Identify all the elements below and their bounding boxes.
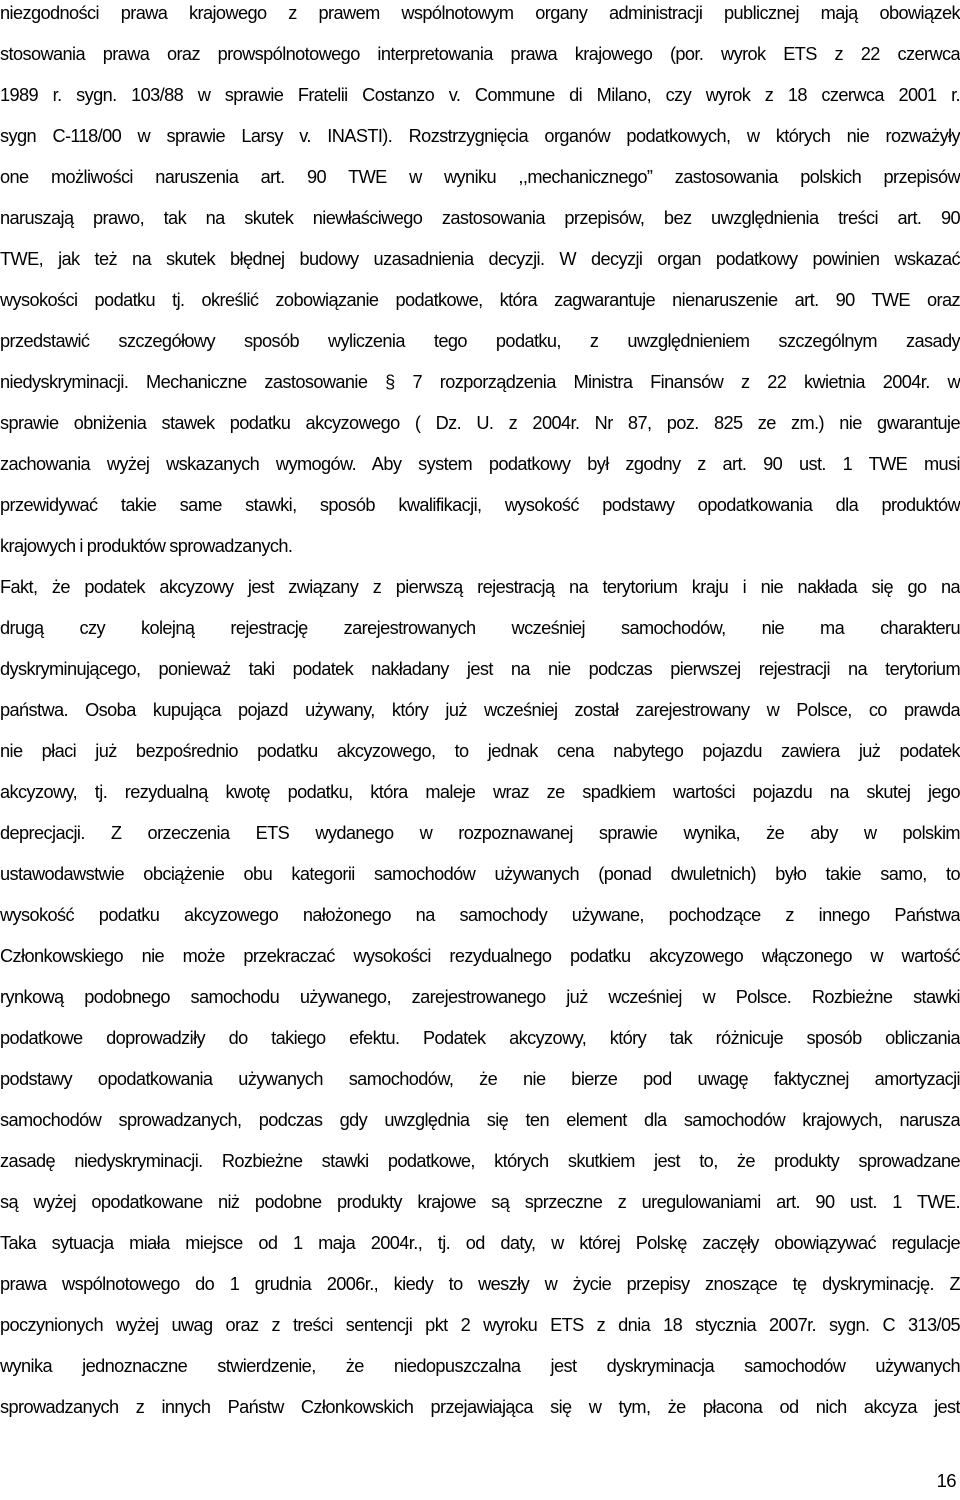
text-line: Fakt, że podatek akcyzowy jest związany z pierwszą rejestracją na terytorium kraju i nie nakłada się go na: [0, 577, 960, 597]
text-line: niedyskryminacji. Mechaniczne zastosowanie § 7 rozporządzenia Ministra Finansów z 22 kwietnia 2004r. w: [0, 372, 960, 392]
text-line: państwa. Osoba kupująca pojazd używany, który już wcześniej został zarejestrowany w Polsce, co prawda: [0, 700, 960, 720]
text-line: TWE, jak też na skutek błędnej budowy uzasadnienia decyzji. W decyzji organ podatkowy powinien wskazać: [0, 249, 960, 269]
text-line: akcyzowy, tj. rezydualną kwotę podatku, która maleje wraz ze spadkiem wartości pojazdu na skutej jego: [0, 782, 960, 802]
text-line: przedstawić szczegółowy sposób wyliczenia tego podatku, z uwzględnieniem szczególnym zasady: [0, 331, 960, 351]
text-line: dyskryminującego, ponieważ taki podatek nakładany jest na nie podczas pierwszej rejestracji na terytorium: [0, 659, 960, 679]
text-line: Członkowskiego nie może przekraczać wysokości rezydualnego podatku akcyzowego włączonego w wartość: [0, 946, 960, 966]
text-line: stosowania prawa oraz prowspólnotowego interpretowania prawa krajowego (por. wyrok ETS z 22 czerwca: [0, 44, 960, 64]
text-line: podatkowe doprowadziły do takiego efektu. Podatek akcyzowy, który tak różnicuje sposób obliczania: [0, 1028, 960, 1048]
text-line: deprecjacji. Z orzeczenia ETS wydanego w rozpoznawanej sprawie wynika, że aby w polskim: [0, 823, 960, 843]
text-line: wysokości podatku tj. określić zobowiązanie podatkowe, która zagwarantuje nienaruszenie art. 90 TWE oraz: [0, 290, 960, 310]
text-line: 1989 r. sygn. 103/88 w sprawie Fratelii Costanzo v. Commune di Milano, czy wyrok z 18 czerwca 2001 r.: [0, 85, 960, 105]
page-number: 16: [936, 1470, 956, 1491]
text-line: rynkową podobnego samochodu używanego, zarejestrowanego już wcześniej w Polsce. Rozbieżne stawki: [0, 987, 960, 1007]
text-line: sprawie obniżenia stawek podatku akcyzowego ( Dz. U. z 2004r. Nr 87, poz. 825 ze zm.) nie gwarantuje: [0, 413, 960, 433]
text-line: wysokość podatku akcyzowego nałożonego na samochody używane, pochodzące z innego Państwa: [0, 905, 960, 925]
text-line: naruszają prawo, tak na skutek niewłaściwego zastosowania przepisów, bez uwzględnienia treści art. 90: [0, 208, 960, 228]
text-line: poczynionych wyżej uwag oraz z treści sentencji pkt 2 wyroku ETS z dnia 18 stycznia 2007r. sygn. C 313/05: [0, 1315, 960, 1335]
text-line: sygn C-118/00 w sprawie Larsy v. INASTI). Rozstrzygnięcia organów podatkowych, w których nie rozważyły: [0, 126, 960, 146]
text-line: Taka sytuacja miała miejsce od 1 maja 2004r., tj. od daty, w której Polskę zaczęły obowiązywać regulacje: [0, 1233, 960, 1253]
text-line: wynika jednoznaczne stwierdzenie, że niedopuszczalna jest dyskryminacja samochodów używanych: [0, 1356, 960, 1376]
text-line: zachowania wyżej wskazanych wymogów. Aby system podatkowy był zgodny z art. 90 ust. 1 TWE musi: [0, 454, 960, 474]
text-line: są wyżej opodatkowane niż podobne produkty krajowe są sprzeczne z uregulowaniami art. 90 ust. 1 TWE.: [0, 1192, 960, 1212]
text-line: prawa wspólnotowego do 1 grudnia 2006r., kiedy to weszły w życie przepisy znoszące tę dyskryminację. Z: [0, 1274, 960, 1294]
text-line: podstawy opodatkowania używanych samochodów, że nie bierze pod uwagę faktycznej amortyzacji: [0, 1069, 960, 1089]
text-line: zasadę niedyskryminacji. Rozbieżne stawki podatkowe, których skutkiem jest to, że produkty sprowadzane: [0, 1151, 960, 1171]
text-line: krajowych i produktów sprowadzanych.: [0, 536, 293, 556]
text-line: nie płaci już bezpośrednio podatku akcyzowego, to jednak cena nabytego pojazdu zawiera już podatek: [0, 741, 960, 761]
text-line: one możliwości naruszenia art. 90 TWE w wyniku ,,mechanicznego” zastosowania polskich przepisów: [0, 167, 960, 187]
text-line: ustawodawstwie obciążenie obu kategorii samochodów używanych (ponad dwuletnich) było takie samo, to: [0, 864, 960, 884]
text-line: drugą czy kolejną rejestrację zarejestrowanych wcześniej samochodów, nie ma charakteru: [0, 618, 960, 638]
text-line: przewidywać takie same stawki, sposób kwalifikacji, wysokość podstawy opodatkowania dla produktów: [0, 495, 960, 515]
text-line: samochodów sprowadzanych, podczas gdy uwzględnia się ten element dla samochodów krajowych, narusza: [0, 1110, 960, 1130]
text-line: sprowadzanych z innych Państw Członkowskich przejawiająca się w tym, że płacona od nich akcyza jest: [0, 1397, 960, 1417]
text-line: niezgodności prawa krajowego z prawem wspólnotowym organy administracji publicznej mają obowiązek: [0, 3, 960, 23]
